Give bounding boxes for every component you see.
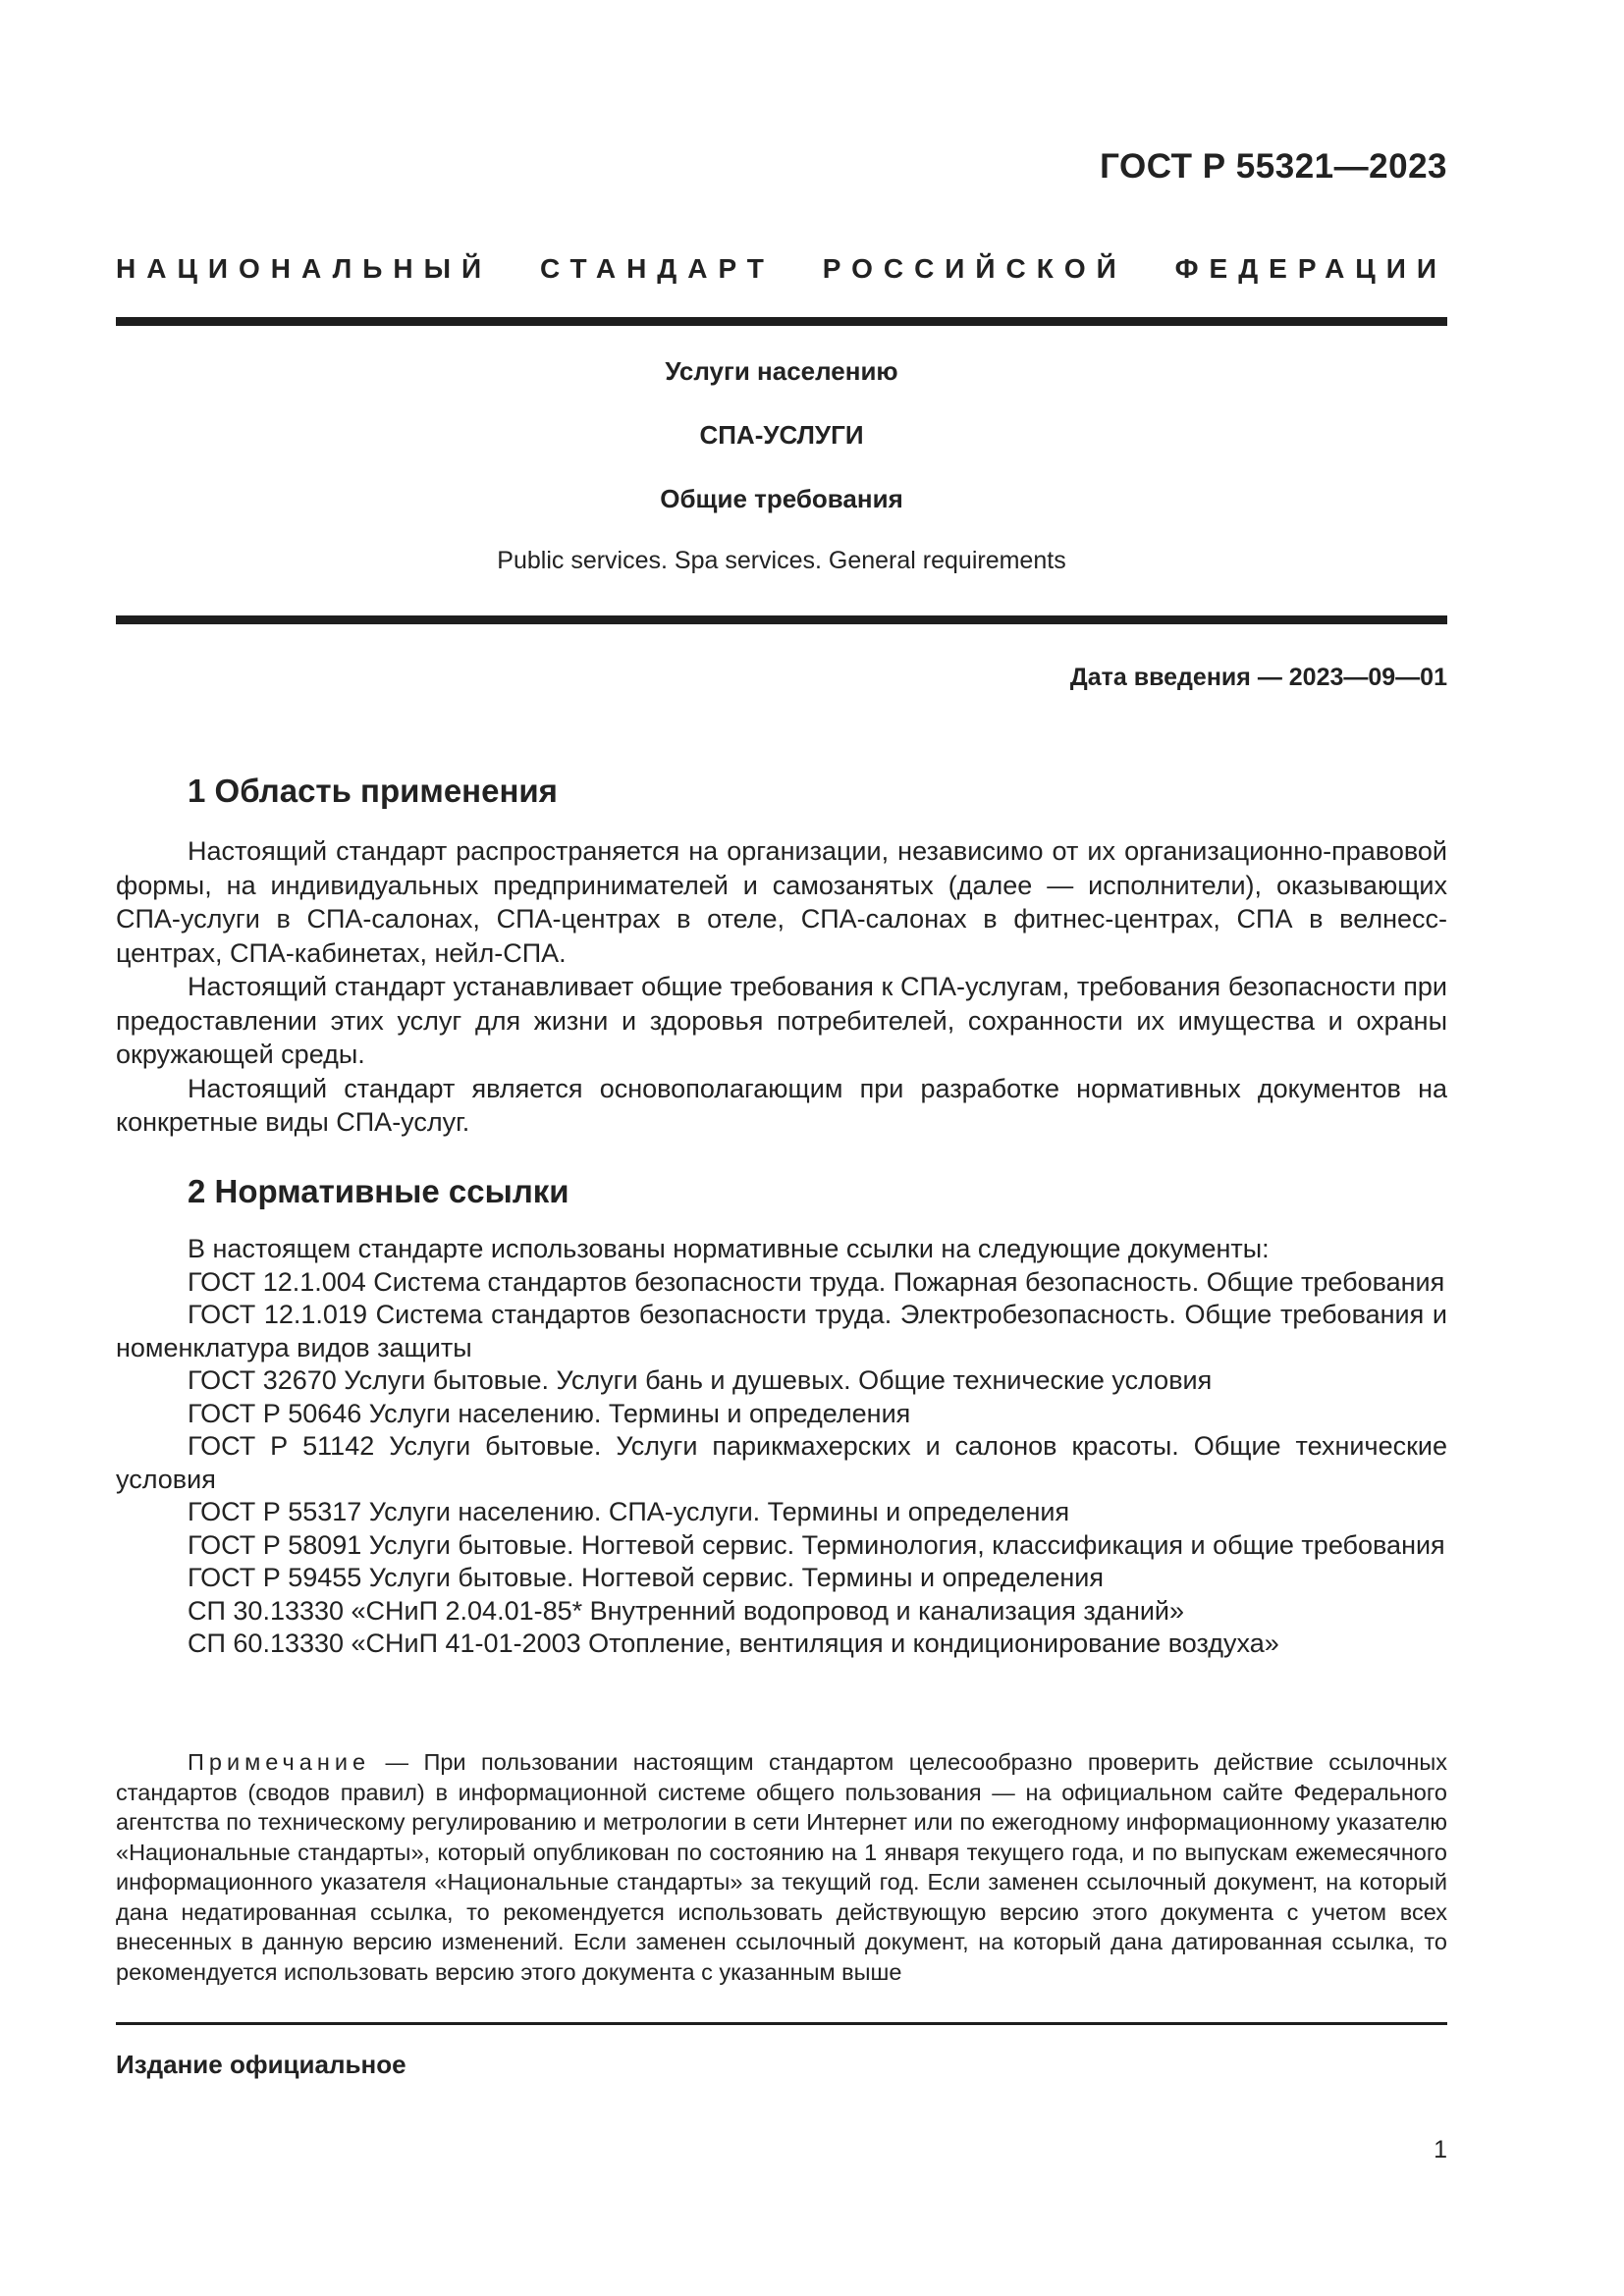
references-list xyxy=(116,1233,1447,1661)
standard-banner: НАЦИОНАЛЬНЫЙ СТАНДАРТ РОССИЙСКОЙ ФЕДЕРАЦИИ xyxy=(116,253,1447,284)
footer-rule xyxy=(116,2022,1447,2025)
effective-date: Дата введения — 2023—09—01 xyxy=(1069,664,1447,691)
reference-item: ГОСТ Р 51142 Услуги бытовые. Услуги парикмахерских и салонов красоты. Общие технические условия xyxy=(116,1431,1447,1494)
section-1-paragraph: Настоящий стандарт распространяется на организации, независимо от их организационно-правовой формы, на индивидуальных предпринимателей и самозанятых (далее — исполнители), оказывающих СПА-услуги в СПА-салонах, СПА-центрах в отеле, СПА-салонах в фитнес-центрах, СПА в велнесс-центрах, СПА-кабинетах, нейл-СПА. xyxy=(116,836,1447,968)
reference-item: ГОСТ Р 55317 Услуги населению. СПА-услуги. Термины и определения xyxy=(188,1497,1070,1526)
section-1-title: 1 Область применения xyxy=(188,773,558,809)
section-2-title: 2 Нормативные ссылки xyxy=(188,1173,569,1209)
title-english: Public services. Spa services. General requirements xyxy=(497,547,1066,574)
note-label: Примечание xyxy=(188,1749,371,1775)
document-number: ГОСТ Р 55321—2023 xyxy=(1100,147,1447,186)
title-category: Услуги населению xyxy=(665,356,898,386)
references-note xyxy=(116,1747,1447,1987)
reference-item: ГОСТ 12.1.019 Система стандартов безопасности труда. Электробезопасность. Общие требования и номенклатура видов защиты xyxy=(116,1300,1447,1362)
title-main: СПА-УСЛУГИ xyxy=(699,420,864,450)
page-number: 1 xyxy=(1434,2136,1447,2163)
reference-item: ГОСТ 12.1.004 Система стандартов безопасности труда. Пожарная безопасность. Общие требования xyxy=(188,1266,1445,1297)
title-rule xyxy=(116,615,1447,624)
section-1-paragraph: Настоящий стандарт является основополагающим при разработке нормативных документов на конкретные виды СПА-услуг. xyxy=(116,1073,1447,1137)
reference-item: ГОСТ 32670 Услуги бытовые. Услуги бань и душевых. Общие технические условия xyxy=(188,1365,1213,1395)
title-subtitle: Общие требования xyxy=(660,484,903,513)
reference-item: СП 30.13330 «СНиП 2.04.01-85* Внутренний водопровод и канализация зданий» xyxy=(188,1595,1185,1626)
note-text: — При пользовании настоящим стандартом целесообразно проверить действие ссылочных стандартов (сводов правил) в информационной системе общего пользования — на официальном сайте Федерального агентства по техническому регулированию и метрологии в сети Интернет или по ежегодному информационному указателю «Национальные стандарты», который опубликован по состоянию на 1 января текущего года, и по выпускам ежемесячного информационного указателя «Национальные стандарты» за текущий год. Если заменен ссылочный документ, на который дана недатированная ссылка, то рекомендуется использовать действующую версию этого документа с учетом всех внесенных в данную версию изменений. Если заменен ссылочный документ, на который дана датированная ссылка, то рекомендуется использовать версию этого документа с указанным выше xyxy=(116,1749,1447,1985)
reference-item: ГОСТ Р 59455 Услуги бытовые. Ногтевой сервис. Термины и определения xyxy=(188,1563,1104,1592)
section-1-paragraph: Настоящий стандарт устанавливает общие требования к СПА-услугам, требования безопасности при предоставлении этих услуг для жизни и здоровья потребителей, сохранности их имущества и охраны окружающей среды. xyxy=(116,972,1447,1069)
official-edition-label: Издание официальное xyxy=(116,2050,406,2079)
reference-item: ГОСТ Р 58091 Услуги бытовые. Ногтевой сервис. Терминология, классификация и общие требования xyxy=(188,1529,1445,1560)
references-intro: В настоящем стандарте использованы нормативные ссылки на следующие документы: xyxy=(188,1234,1270,1263)
reference-item: ГОСТ Р 50646 Услуги населению. Термины и определения xyxy=(188,1398,911,1428)
section-1-body xyxy=(116,834,1447,1140)
header-rule xyxy=(116,317,1447,326)
reference-item: СП 60.13330 «СНиП 41-01-2003 Отопление, вентиляция и кондиционирование воздуха» xyxy=(188,1629,1279,1658)
